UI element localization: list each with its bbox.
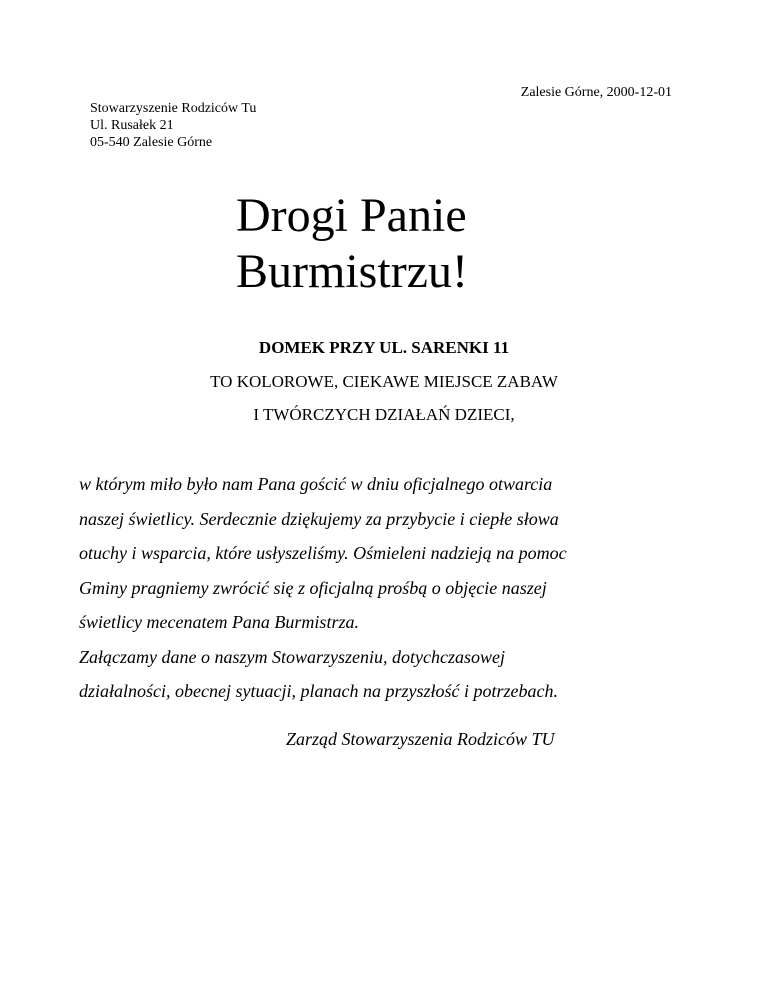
- body-line: w którym miło było nam Pana gościć w dniu oficjalnego otwarcia: [79, 474, 553, 494]
- greeting-line-1: Drogi Panie: [236, 189, 467, 242]
- body-line: Załączamy dane o naszym Stowarzyszeniu, dotychczasowej: [79, 646, 505, 667]
- body-line: otuchy i wsparcia, które usłyszeliśmy. Ośmieleni nadzieją na pomoc: [79, 543, 567, 563]
- body-line: Gminy pragniemy zwrócić się z oficjalną prośbą o objęcie naszej: [79, 577, 547, 598]
- heading-line-3: I TWÓRCZYCH DZIAŁAŃ DZIECI,: [253, 405, 515, 424]
- sender-city: 05-540 Zalesie Górne: [90, 135, 213, 150]
- greeting-title: [236, 188, 468, 300]
- greeting-line-2: Burmistrzu!: [236, 245, 468, 298]
- body-line: naszej świetlicy. Serdecznie dziękujemy za przybycie i ciepłe słowa: [79, 508, 559, 529]
- heading-line-2: TO KOLOROWE, CIEKAWE MIEJSCE ZABAW: [210, 372, 558, 391]
- sender-address: [90, 100, 256, 151]
- body-line: świetlicy mecenatem Pana Burmistrza.: [79, 612, 359, 632]
- sender-name: Stowarzyszenie Rodziców Tu: [90, 101, 257, 116]
- signature: Zarząd Stowarzyszenia Rodziców TU: [286, 729, 555, 749]
- letter-date: Zalesie Górne, 2000-12-01: [520, 85, 672, 100]
- sender-street: Ul. Rusałek 21: [90, 118, 174, 133]
- body-line: działalności, obecnej sytuacji, planach na przyszłość i potrzebach.: [79, 681, 558, 701]
- letter-body: [79, 467, 719, 709]
- heading-line-1: DOMEK PRZY UL. SARENKI 11: [258, 338, 510, 357]
